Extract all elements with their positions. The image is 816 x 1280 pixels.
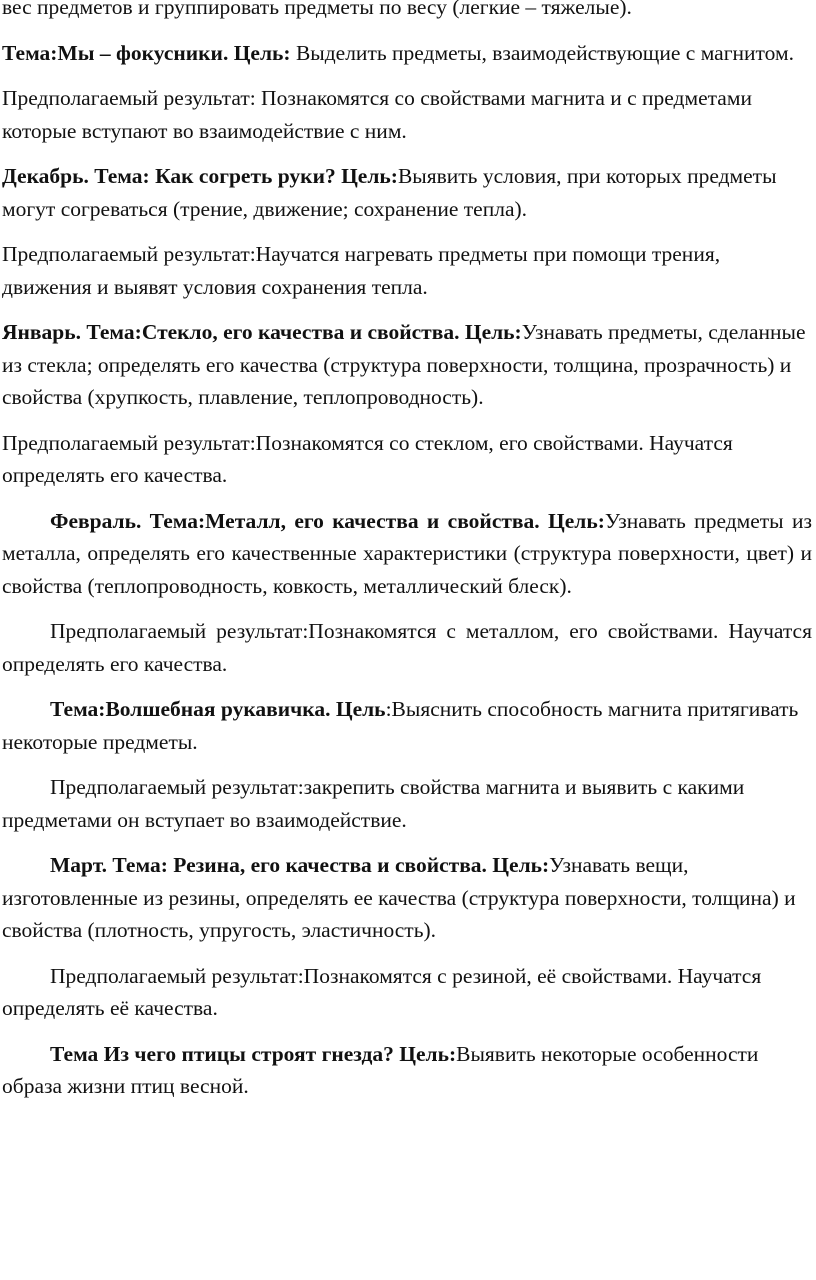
text-run: вес предметов и группировать предметы по весу (легкие – тяжелые).: [2, 0, 632, 19]
topic-heading: Тема:Волшебная рукавичка. Цель: [50, 697, 386, 721]
paragraph-9: [2, 615, 812, 680]
expected-result-text: Предполагаемый результат:Познакомятся с резиной, её свойствами. Научатся определять её качества.: [2, 963, 762, 1020]
expected-result-text: Предполагаемый результат:Научатся нагревать предметы при помощи трения, движения и выявят условия сохранения тепла.: [2, 242, 721, 299]
paragraph-13: [2, 960, 812, 1025]
expected-result-text: Предполагаемый результат:Познакомятся с металлом, его свойствами. Научатся определять его качества.: [2, 619, 812, 676]
goal-text: :Выяснить способность магнита притягивать некоторые предметы.: [2, 697, 799, 754]
goal-text: Выделить предметы, взаимодействующие с магнитом.: [295, 40, 794, 65]
topic-heading: Тема Из чего птицы строят гнезда? Цель:: [50, 1041, 457, 1066]
paragraph-1: [2, 0, 812, 24]
paragraph-3: [2, 82, 812, 147]
expected-result-text: Предполагаемый результат:закрепить свойства магнита и выявить с какими предметами он вступает во взаимодействие.: [2, 775, 745, 832]
expected-result-text: Предполагаемый результат:Познакомятся со стеклом, его свойствами. Научатся определять его качества.: [2, 430, 733, 487]
goal-text: Узнавать предметы, сделанные из стекла; определять его качества (структура поверхности, толщина, прозрачность) и свойства (хрупкость, плавление, теплопроводность).: [2, 320, 806, 409]
paragraph-6: [2, 316, 812, 414]
paragraph-8: [2, 505, 812, 603]
paragraph-7: [2, 427, 812, 492]
goal-text: Выявить условия, при которых предметы могут согреваться (трение, движение; сохранение тепла).: [2, 164, 777, 221]
topic-heading: Февраль. Тема:Металл, его качества и свойства. Цель:: [50, 508, 605, 533]
topic-heading: Март. Тема: Резина, его качества и свойства. Цель:: [50, 853, 550, 877]
paragraph-5: [2, 238, 812, 303]
topic-heading: Тема:Мы – фокусники. Цель:: [2, 40, 296, 65]
goal-text: Узнавать вещи, изготовленные из резины, определять ее качества (структура поверхности, толщина) и свойства (плотность, упругость, эластичность).: [2, 853, 796, 942]
paragraph-10: [2, 693, 812, 758]
paragraph-12: [2, 849, 812, 947]
expected-result-text: Предполагаемый результат: Познакомятся со свойствами магнита и с предметами которые вступают во взаимодействие с ним.: [2, 86, 752, 143]
paragraph-4: [2, 160, 812, 225]
goal-text: Выявить некоторые особенности образа жизни птиц весной.: [2, 1041, 759, 1098]
paragraph-14: [2, 1038, 812, 1103]
goal-text: Узнавать предметы из металла, определять его качественные характеристики (структура поверхности, цвет) и свойства (теплопроводность, ковкость, металлический блеск).: [2, 508, 812, 598]
topic-heading: Январь. Тема:Стекло, его качества и свойства. Цель:: [2, 320, 522, 344]
document-page: [2, 0, 812, 1116]
paragraph-2: [2, 37, 812, 70]
topic-heading: Декабрь. Тема: Как согреть руки? Цель:: [2, 164, 398, 188]
paragraph-11: [2, 771, 812, 836]
